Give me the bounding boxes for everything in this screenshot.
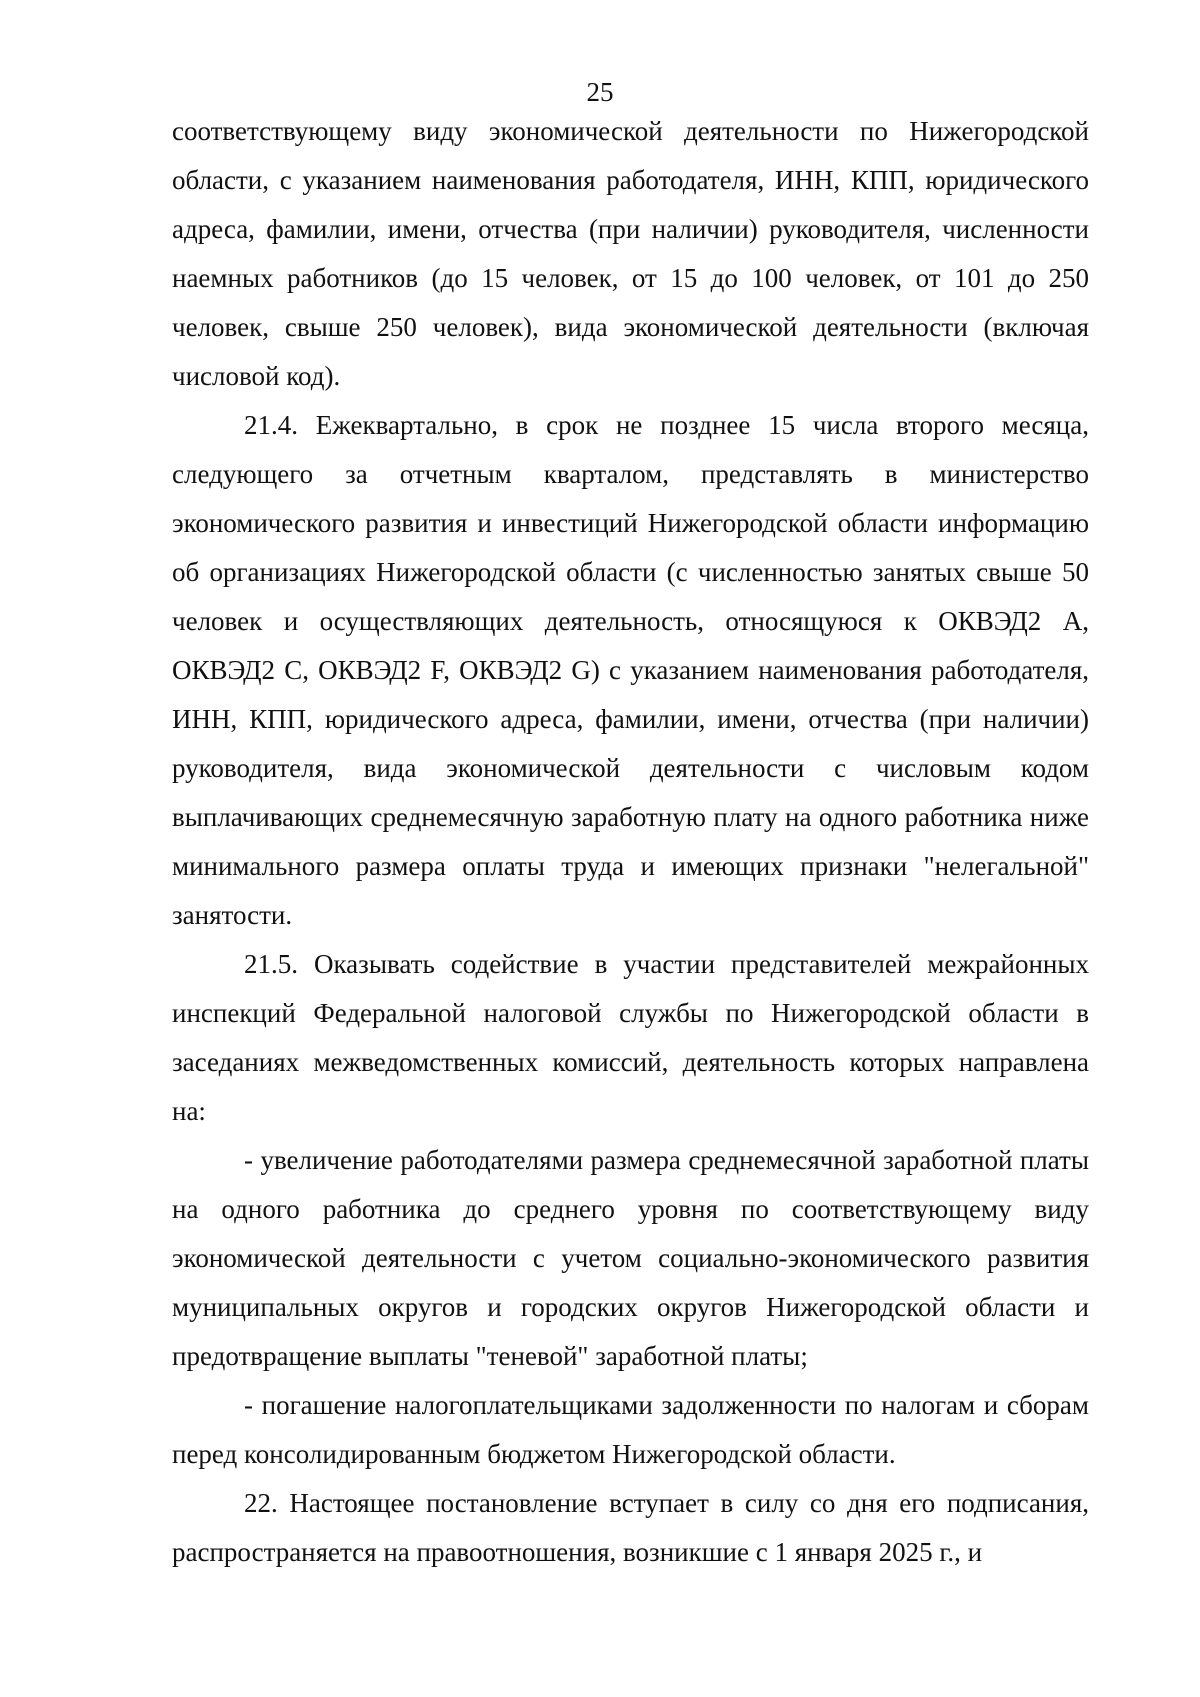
page-number: 25 <box>586 77 614 107</box>
list-item-wage-increase: - увеличение работодателями размера среднемесячной заработной платы на одного работника до среднего уровня по соответствующему виду экономической деятельности с учетом социально-экономического развития муниципальных округов и городских округов Нижегородской области и предотвращение выплаты "теневой" заработной платы; <box>172 1145 1089 1371</box>
paragraph-22: 22. Настоящее постановление вступает в силу со дня его подписания, распространяется на правоотношения, возникшие с 1 января 2025 г., и <box>172 1488 1089 1567</box>
document-body <box>172 107 1089 1577</box>
paragraph-21-4: 21.4. Ежеквартально, в срок не позднее 15 числа второго месяца, следующего за отчетным кварталом, представлять в министерство экономического развития и инвестиций Нижегородской области информацию об организациях Нижегородской области (с численностью занятых свыше 50 человек и осуществляющих деятельность, относящуюся к ОКВЭД2 А, ОКВЭД2 С, ОКВЭД2 F, ОКВЭД2 G) с указанием наименования работодателя, ИНН, КПП, юридического адреса, фамилии, имени, отчества (при наличии) руководителя, вида экономической деятельности с числовым кодом выплачивающих среднемесячную заработную плату на одного работника ниже минимального размера оплаты труда и имеющих признаки "нелегальной" занятости. <box>172 410 1089 930</box>
paragraph-continuation: соответствующему виду экономической деятельности по Нижегородской области, с указанием наименования работодателя, ИНН, КПП, юридического адреса, фамилии, имени, отчества (при наличии) руководителя, численности наемных работников (до 15 человек, от 15 до 100 человек, от 101 до 250 человек, свыше 250 человек), вида экономической деятельности (включая числовой код). <box>172 116 1089 391</box>
paragraph-21-5: 21.5. Оказывать содействие в участии представителей межрайонных инспекций Федеральной налоговой службы по Нижегородской области в заседаниях межведомственных комиссий, деятельность которых направлена на: <box>172 949 1089 1126</box>
list-item-tax-debt: - погашение налогоплательщиками задолженности по налогам и сборам перед консолидированным бюджетом Нижегородской области. <box>172 1390 1089 1469</box>
